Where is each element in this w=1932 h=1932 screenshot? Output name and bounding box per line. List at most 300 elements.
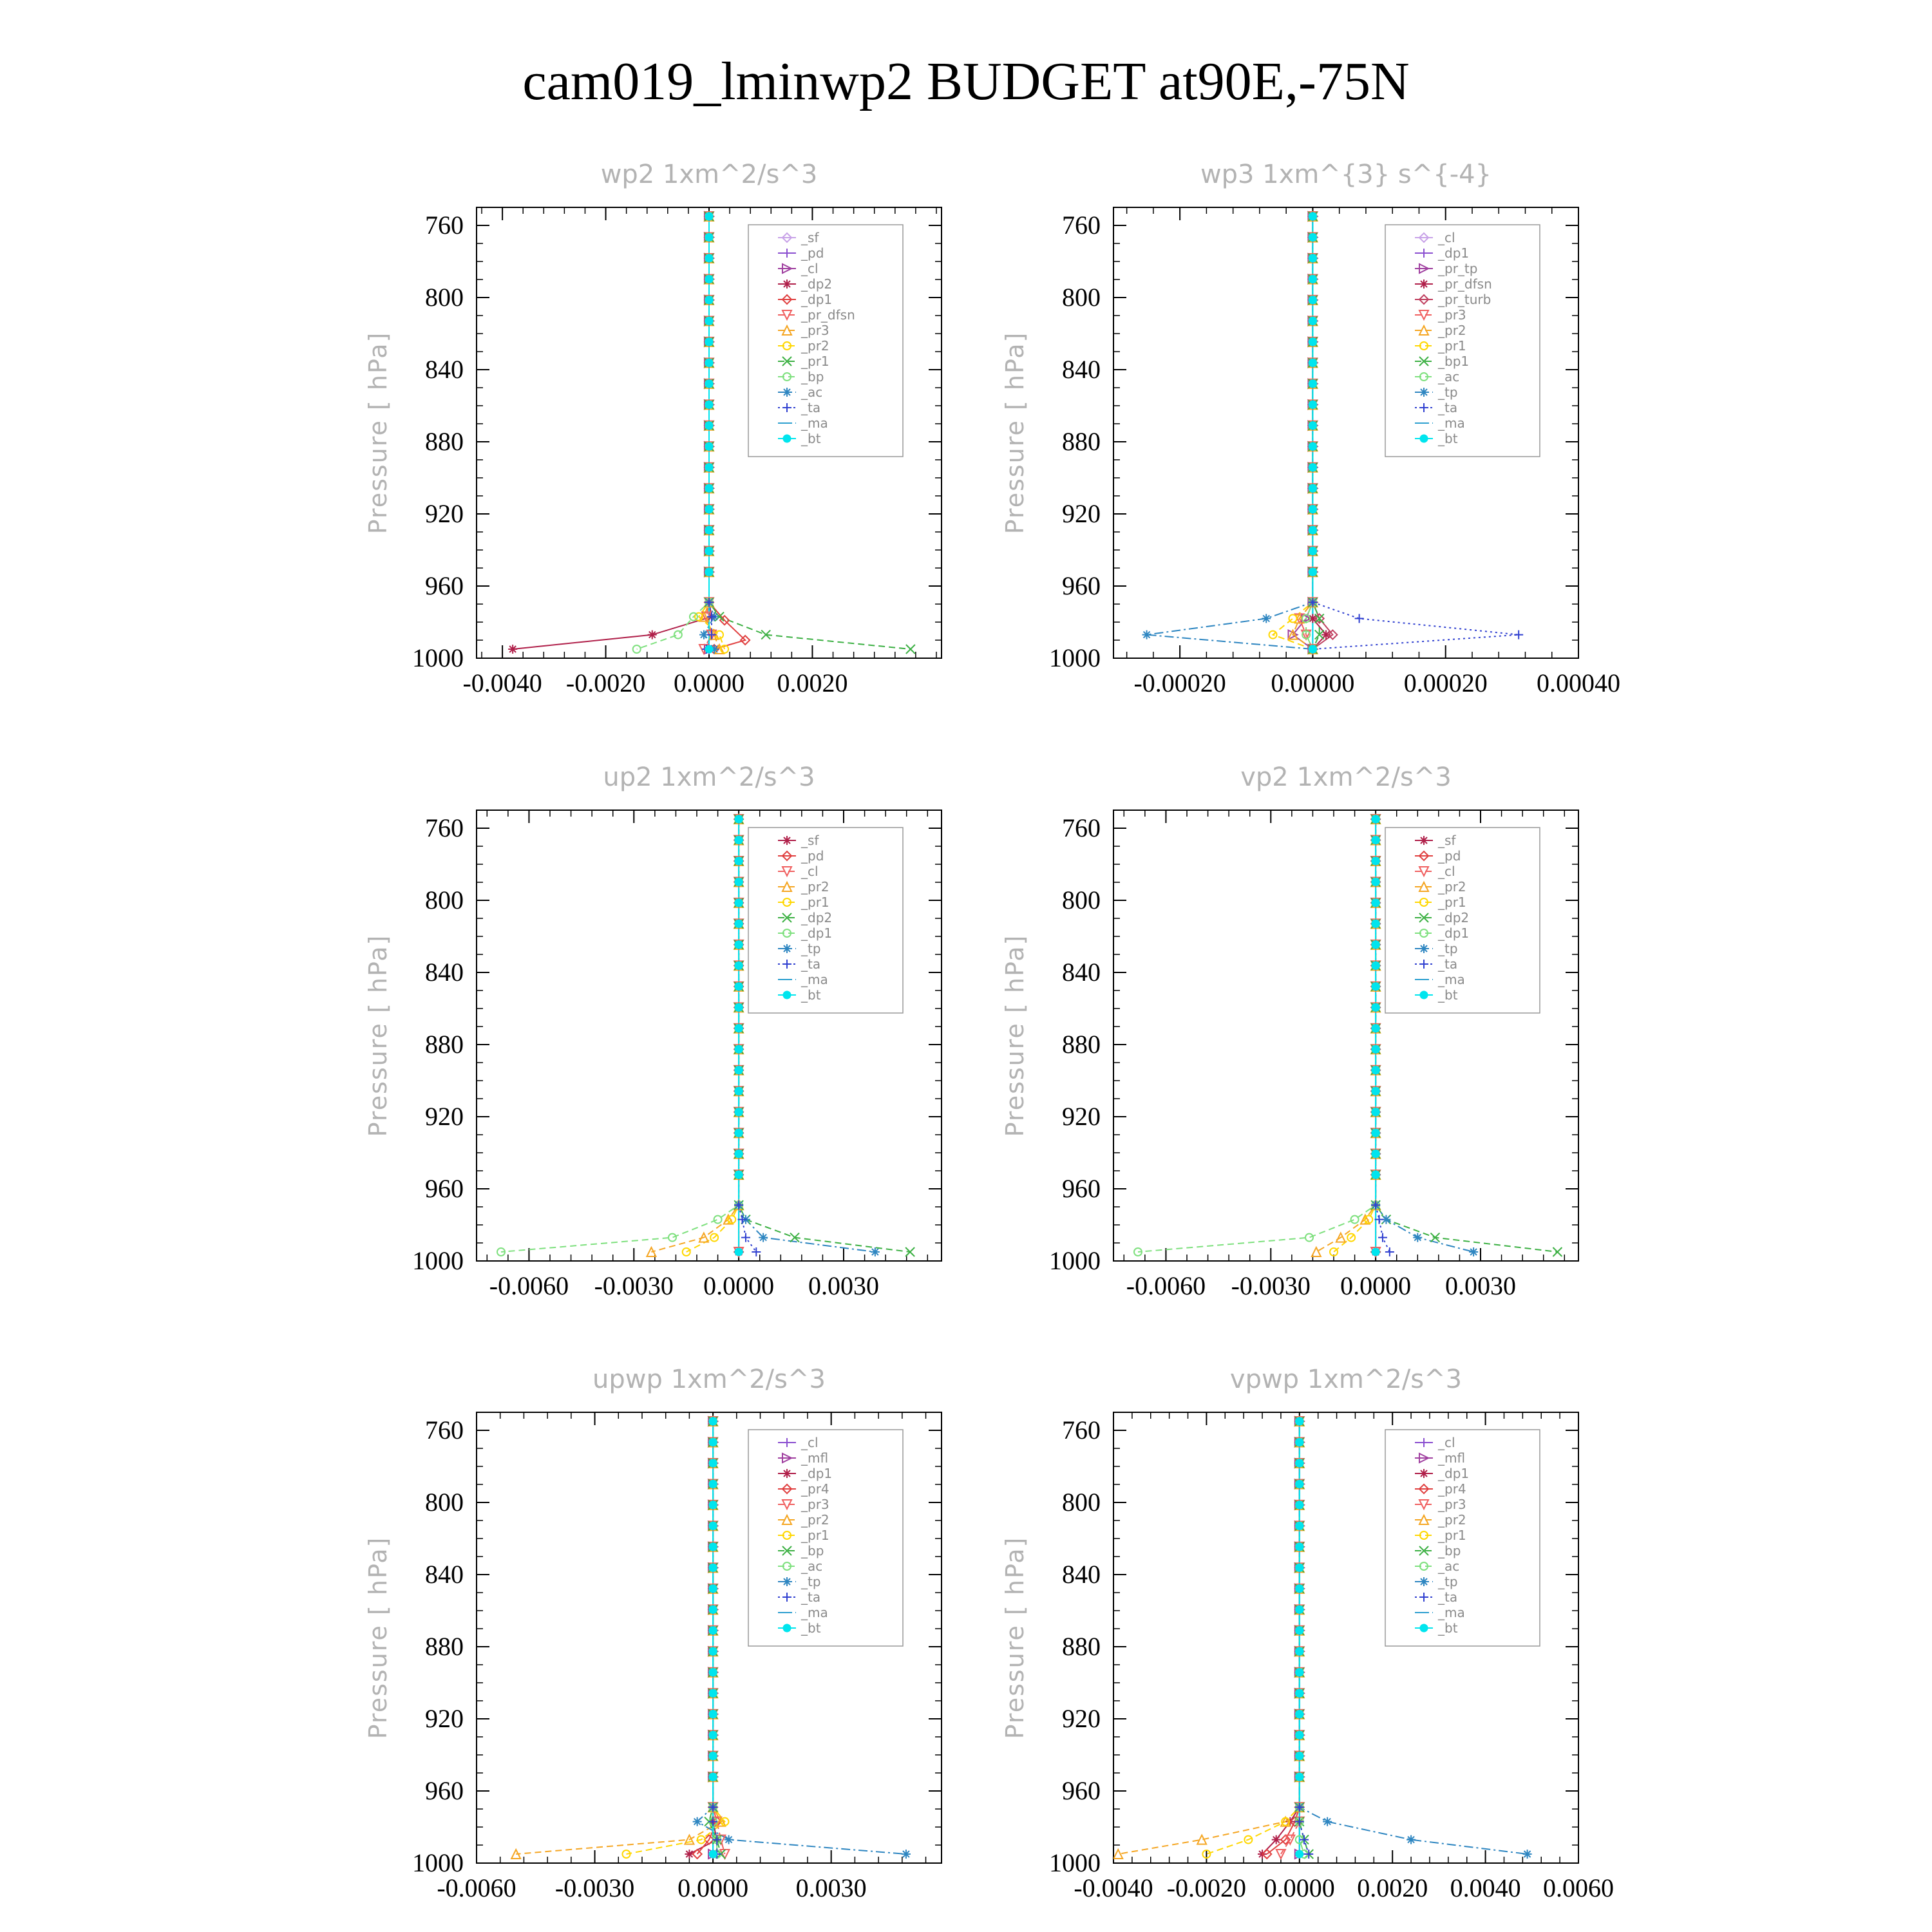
y-tick-label: 1000 — [412, 1848, 464, 1877]
page-title: cam019_lminwp2 BUDGET at90E,-75N — [522, 52, 1410, 111]
marker — [1296, 1731, 1303, 1739]
marker — [1372, 961, 1379, 969]
marker — [633, 645, 641, 653]
marker — [1419, 1577, 1428, 1586]
marker — [1372, 899, 1379, 907]
legend-label: _pr_dfsn — [801, 307, 855, 323]
marker — [1309, 422, 1316, 430]
marker — [709, 1752, 717, 1760]
legend-label: _ac — [801, 384, 823, 400]
marker — [1296, 1564, 1303, 1571]
legend-label: _bp — [801, 1543, 824, 1558]
legend-label: _ac — [801, 1558, 823, 1574]
marker — [783, 1624, 791, 1632]
legend-label: _pr_dfsn — [1438, 276, 1492, 292]
marker — [1142, 630, 1151, 639]
marker — [735, 1025, 743, 1032]
marker — [735, 1045, 743, 1053]
legend-label: _tp — [1438, 1574, 1458, 1589]
y-tick-label: 920 — [425, 1704, 464, 1733]
marker — [1406, 1835, 1416, 1844]
series-line-pr1 — [1334, 819, 1376, 1252]
marker — [1309, 442, 1316, 450]
marker — [735, 836, 743, 844]
x-tick-label: 0.0030 — [1445, 1271, 1516, 1300]
marker — [1309, 275, 1316, 283]
legend-label: _dp1 — [1438, 925, 1470, 941]
legend-label: _ac — [1438, 369, 1460, 384]
x-tick-label: 0.0030 — [808, 1271, 879, 1300]
legend-label: _dp1 — [1438, 245, 1470, 261]
legend-label: _sf — [801, 230, 819, 245]
marker — [1309, 568, 1316, 576]
y-tick-label: 840 — [425, 1560, 464, 1589]
marker — [705, 296, 713, 304]
marker — [1289, 614, 1296, 622]
legend-label: _tp — [801, 941, 821, 956]
legend-label: _pr2 — [1438, 1512, 1466, 1528]
marker — [693, 1817, 702, 1826]
legend-label: _cl — [1438, 230, 1455, 245]
marker — [1372, 857, 1379, 865]
marker — [735, 920, 743, 927]
marker — [735, 857, 743, 865]
panel-title: upwp 1xm^2/s^3 — [592, 1365, 826, 1394]
marker — [705, 645, 713, 653]
series-line-pr1 — [687, 819, 739, 1252]
legend-label: _pr3 — [1438, 307, 1466, 323]
marker — [648, 630, 657, 639]
legend-label: _pr2 — [801, 879, 829, 895]
marker — [709, 1669, 717, 1676]
marker — [735, 941, 743, 949]
y-tick-label: 760 — [1062, 1416, 1101, 1444]
marker — [735, 1129, 743, 1137]
marker — [709, 1850, 717, 1858]
marker — [1262, 614, 1271, 623]
series-markers-pr2 — [647, 815, 743, 1256]
series-line-dp1 — [1262, 1421, 1300, 1854]
legend-label: _pr1 — [1438, 895, 1466, 910]
legend — [748, 225, 903, 457]
marker — [1296, 1543, 1303, 1551]
legend-label: _ma — [1438, 415, 1465, 431]
marker — [705, 547, 713, 555]
legend-label: _ta — [801, 1589, 821, 1605]
y-tick-label: 760 — [425, 211, 464, 240]
legend-label: _pr1 — [801, 354, 829, 369]
marker — [1309, 213, 1316, 220]
y-axis-label: Pressure [ hPa] — [364, 934, 392, 1137]
marker — [709, 1417, 717, 1425]
legend-label: _ta — [801, 400, 821, 415]
y-tick-label: 920 — [425, 1102, 464, 1131]
legend-label: _ta — [1438, 400, 1458, 415]
y-tick-label: 960 — [425, 1174, 464, 1203]
x-tick-label: -0.0030 — [594, 1271, 674, 1300]
marker — [1309, 484, 1316, 492]
y-tick-label: 1000 — [1049, 643, 1101, 672]
marker — [1372, 1045, 1379, 1053]
legend-label: _cl — [801, 261, 819, 276]
marker — [1553, 1247, 1562, 1256]
marker — [1312, 1247, 1321, 1256]
marker — [1372, 1248, 1379, 1256]
marker — [705, 338, 713, 346]
marker — [714, 1216, 722, 1224]
x-tick-label: -0.0020 — [565, 668, 646, 697]
legend-label: _pr3 — [801, 323, 829, 338]
y-tick-label: 960 — [1062, 571, 1101, 600]
legend-label: _bp1 — [1438, 354, 1470, 369]
legend-label: _bt — [801, 1620, 821, 1636]
y-tick-label: 1000 — [412, 643, 464, 672]
marker — [1372, 1066, 1379, 1074]
y-tick-label: 840 — [1062, 958, 1101, 987]
y-tick-label: 800 — [425, 283, 464, 312]
legend-label: _cl — [801, 1435, 819, 1450]
marker — [705, 506, 713, 513]
y-tick-label: 760 — [1062, 813, 1101, 842]
panel-title: wp3 1xm^{3} s^{-4} — [1200, 160, 1492, 189]
y-tick-label: 880 — [425, 1030, 464, 1059]
marker — [1296, 1710, 1303, 1718]
y-axis-label: Pressure [ hPa] — [1001, 1536, 1029, 1739]
marker — [1419, 279, 1428, 289]
marker — [1309, 380, 1316, 388]
marker — [705, 275, 713, 283]
x-tick-label: 0.0000 — [1264, 1873, 1335, 1902]
marker — [1305, 1234, 1313, 1242]
legend-label: _pr4 — [1438, 1481, 1466, 1497]
marker — [709, 1689, 717, 1697]
marker — [705, 401, 713, 408]
legend-label: _pr_tp — [1438, 261, 1478, 276]
marker — [1420, 435, 1428, 442]
x-tick-label: -0.0030 — [1231, 1271, 1311, 1300]
marker — [1296, 1417, 1303, 1425]
series-markers-tp — [1142, 212, 1318, 654]
marker — [705, 442, 713, 450]
x-tick-label: 0.0000 — [703, 1271, 775, 1300]
chart-panel-3 — [364, 762, 942, 1300]
legend-label: _dp1 — [801, 1466, 833, 1481]
marker — [709, 1773, 717, 1781]
marker — [1296, 1438, 1303, 1446]
x-tick-label: -0.0020 — [1166, 1873, 1247, 1902]
y-tick-label: 760 — [1062, 211, 1101, 240]
legend-label: _bp — [1438, 1543, 1461, 1558]
series-line-pr2 — [1118, 1421, 1300, 1854]
y-tick-label: 880 — [1062, 1632, 1101, 1661]
y-tick-label: 800 — [1062, 283, 1101, 312]
marker — [1413, 1233, 1422, 1242]
marker — [1309, 317, 1316, 325]
x-tick-label: 0.0020 — [777, 668, 848, 697]
series-markers-bp — [633, 213, 713, 653]
panel-title: vp2 1xm^2/s^3 — [1240, 762, 1452, 792]
marker — [1372, 1003, 1379, 1011]
marker — [1296, 1459, 1303, 1467]
marker — [1372, 815, 1379, 823]
y-tick-label: 960 — [425, 1776, 464, 1805]
marker — [906, 645, 915, 654]
legend-label: _ta — [1438, 956, 1458, 972]
y-tick-label: 800 — [425, 886, 464, 914]
series-line-pr1 — [1206, 1421, 1299, 1854]
marker — [709, 1710, 717, 1718]
legend-label: _pd — [1438, 848, 1461, 864]
marker — [1378, 1233, 1387, 1242]
legend-label: _dp2 — [801, 276, 833, 292]
legend-label: _ma — [801, 972, 828, 987]
marker — [1296, 1522, 1303, 1530]
x-tick-label: -0.0060 — [437, 1873, 516, 1902]
x-tick-label: 0.00020 — [1403, 668, 1488, 697]
marker — [705, 233, 713, 241]
marker — [1385, 1247, 1394, 1256]
marker — [1296, 1627, 1303, 1634]
marker — [1309, 645, 1316, 653]
marker — [709, 1501, 717, 1509]
marker — [709, 1438, 717, 1446]
legend-label: _ta — [1438, 1589, 1458, 1605]
marker — [1372, 836, 1379, 844]
marker — [1523, 1850, 1532, 1859]
marker — [705, 380, 713, 388]
marker — [783, 991, 791, 999]
legend-label: _bt — [801, 987, 821, 1003]
y-tick-label: 880 — [1062, 427, 1101, 456]
x-tick-label: 0.0060 — [1543, 1873, 1614, 1902]
chart-panel-1 — [364, 160, 942, 697]
x-tick-label: -0.0040 — [1074, 1873, 1153, 1902]
marker — [735, 1003, 743, 1011]
marker — [699, 630, 708, 639]
series-markers-pr1 — [1202, 1417, 1303, 1858]
marker — [1309, 296, 1316, 304]
marker — [741, 1233, 750, 1242]
marker — [782, 836, 791, 845]
series-line-pr2 — [651, 819, 739, 1252]
marker — [1419, 1469, 1428, 1478]
marker — [709, 1585, 717, 1593]
marker — [735, 1066, 743, 1074]
marker — [1309, 233, 1316, 241]
series-markers-dp2 — [508, 212, 716, 654]
series-line-dp1 — [1138, 819, 1376, 1252]
marker — [709, 1564, 717, 1571]
legend-label: _sf — [801, 833, 819, 848]
marker — [709, 1627, 717, 1634]
marker — [782, 388, 791, 397]
y-tick-label: 840 — [425, 355, 464, 384]
y-tick-label: 800 — [1062, 886, 1101, 914]
y-tick-label: 800 — [425, 1488, 464, 1517]
panel-title: up2 1xm^2/s^3 — [603, 762, 815, 792]
series-line-dp1 — [709, 216, 745, 649]
marker — [782, 944, 791, 953]
series-line-pr2 — [1316, 819, 1376, 1252]
marker — [1296, 1501, 1303, 1509]
legend — [748, 828, 903, 1013]
legend-label: _pr1 — [1438, 338, 1466, 354]
marker — [1372, 983, 1379, 990]
y-tick-label: 1000 — [412, 1246, 464, 1275]
legend — [748, 1430, 903, 1646]
legend-label: _dp2 — [801, 910, 833, 925]
marker — [1372, 941, 1379, 949]
marker — [782, 1577, 791, 1586]
marker — [1372, 1129, 1379, 1137]
marker — [1372, 1150, 1379, 1158]
legend-label: _mfl — [1438, 1450, 1466, 1466]
y-axis-label: Pressure [ hPa] — [1001, 331, 1029, 535]
marker — [735, 899, 743, 907]
legend-label: _dp2 — [1438, 910, 1470, 925]
marker — [1296, 1585, 1303, 1593]
legend-label: _dp1 — [801, 925, 833, 941]
legend-label: _ma — [801, 1605, 828, 1620]
y-tick-label: 880 — [1062, 1030, 1101, 1059]
marker — [709, 1543, 717, 1551]
marker — [1419, 388, 1428, 397]
legend-label: _ma — [1438, 972, 1465, 987]
marker — [1514, 630, 1523, 639]
legend-label: _pr2 — [801, 1512, 829, 1528]
series-markers-pr2 — [1312, 815, 1380, 1256]
marker — [1272, 1835, 1281, 1844]
legend-label: _pr1 — [801, 895, 829, 910]
series-line-pr2 — [516, 1421, 721, 1854]
y-tick-label: 960 — [1062, 1776, 1101, 1805]
marker — [1355, 614, 1364, 623]
chart-panel-4 — [1001, 762, 1578, 1300]
legend-label: _pr1 — [1438, 1528, 1466, 1543]
marker — [1309, 506, 1316, 513]
legend-label: _mfl — [801, 1450, 829, 1466]
marker — [705, 464, 713, 471]
legend-label: _sf — [1438, 833, 1456, 848]
marker — [735, 983, 743, 990]
y-tick-label: 800 — [1062, 1488, 1101, 1517]
legend-label: _cl — [1438, 864, 1455, 879]
legend — [1385, 828, 1540, 1013]
marker — [1296, 1647, 1303, 1655]
y-tick-label: 880 — [425, 427, 464, 456]
y-tick-label: 840 — [425, 958, 464, 987]
marker — [705, 526, 713, 534]
legend-label: _ma — [801, 415, 828, 431]
x-tick-label: -0.0040 — [462, 668, 542, 697]
x-tick-label: -0.0060 — [1126, 1271, 1206, 1300]
series-line-bp — [637, 216, 709, 649]
marker — [759, 1233, 768, 1242]
marker — [1296, 1850, 1303, 1858]
marker — [709, 1731, 717, 1739]
marker — [735, 961, 743, 969]
marker — [735, 1087, 743, 1095]
y-tick-label: 760 — [425, 1416, 464, 1444]
legend-label: _pr4 — [801, 1481, 829, 1497]
legend-label: _dp1 — [1438, 1466, 1470, 1481]
legend-label: _pr1 — [801, 1528, 829, 1543]
marker — [735, 1108, 743, 1116]
legend-label: _bt — [1438, 987, 1458, 1003]
marker — [1420, 1624, 1428, 1632]
x-tick-label: 0.0000 — [674, 668, 744, 697]
x-tick-label: 0.0020 — [1357, 1873, 1428, 1902]
marker — [1309, 526, 1316, 534]
marker — [709, 1605, 717, 1613]
marker — [1351, 1216, 1359, 1224]
legend-label: _tp — [1438, 384, 1458, 400]
marker — [1296, 1773, 1303, 1781]
marker — [1296, 1689, 1303, 1697]
legend-label: _pr3 — [801, 1497, 829, 1512]
marker — [782, 279, 791, 289]
chart-panel-6 — [1001, 1365, 1614, 1902]
legend-label: _bt — [801, 431, 821, 446]
marker — [1296, 1480, 1303, 1488]
marker — [782, 1469, 791, 1478]
marker — [1309, 547, 1316, 555]
chart-panel-2 — [1001, 160, 1620, 697]
legend-label: _pr2 — [801, 338, 829, 354]
legend-label: _bp — [801, 369, 824, 384]
y-tick-label: 960 — [425, 571, 464, 600]
y-tick-label: 760 — [425, 813, 464, 842]
marker — [735, 878, 743, 886]
x-tick-label: -0.00020 — [1133, 668, 1226, 697]
panel-title: vpwp 1xm^2/s^3 — [1229, 1365, 1463, 1394]
marker — [705, 213, 713, 220]
series-line-dp2 — [513, 216, 712, 649]
x-tick-label: 0.00000 — [1271, 668, 1355, 697]
marker — [1296, 1605, 1303, 1613]
marker — [705, 359, 713, 366]
x-tick-label: -0.0030 — [554, 1873, 635, 1902]
legend-label: _pd — [801, 848, 824, 864]
legend-label: _pr2 — [1438, 323, 1466, 338]
series-markers-dp1 — [1134, 815, 1379, 1256]
series-markers-pr1 — [683, 815, 743, 1256]
series-markers-pr2 — [511, 1417, 725, 1859]
legend-label: _pr2 — [1438, 879, 1466, 895]
y-tick-label: 960 — [1062, 1174, 1101, 1203]
marker — [871, 1247, 880, 1256]
y-axis-label: Pressure [ hPa] — [364, 1536, 392, 1739]
marker — [1309, 254, 1316, 262]
marker — [783, 435, 791, 442]
marker — [709, 1522, 717, 1530]
marker — [709, 1647, 717, 1655]
legend-label: _dp1 — [801, 292, 833, 307]
marker — [705, 484, 713, 492]
y-axis-label: Pressure [ hPa] — [364, 331, 392, 535]
panel-title: wp2 1xm^2/s^3 — [600, 160, 818, 189]
marker — [705, 254, 713, 262]
marker — [1419, 944, 1428, 953]
x-tick-label: 0.0040 — [1450, 1873, 1521, 1902]
y-tick-label: 1000 — [1049, 1246, 1101, 1275]
marker — [1372, 878, 1379, 886]
legend-label: _bt — [1438, 1620, 1458, 1636]
legend-label: _tp — [1438, 941, 1458, 956]
marker — [1309, 464, 1316, 471]
marker — [1309, 359, 1316, 366]
legend-label: _ac — [1438, 1558, 1460, 1574]
